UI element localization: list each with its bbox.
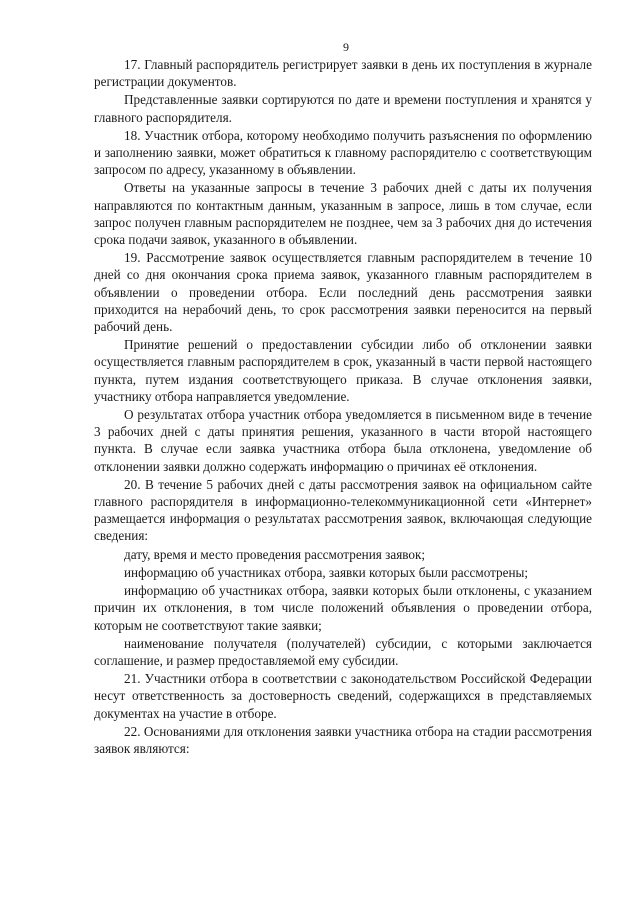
paragraph-19: 19. Рассмотрение заявок осуществляется главным распорядителем в течение 10 дней со дня окончания срока приема заявок, указанного главным распорядителем в объявлении о проведении отбора. Если последний день рассмотрения заявки приходится на нерабочий день, то срок рассмотрения заявки переносится на первый рабочий день. bbox=[94, 250, 592, 335]
paragraph-21: 21. Участники отбора в соответствии с законодательством Российской Федерации несут ответственность за достоверность сведений, содержащихся в представляемых документах на участие в отборе. bbox=[94, 671, 592, 721]
page-number: 9 bbox=[343, 40, 349, 54]
paragraph-17-sorting: Представленные заявки сортируются по дате и времени поступления и хранятся у главного распорядителя. bbox=[94, 92, 592, 125]
paragraph-20-item-reviewed: информацию об участниках отбора, заявки которых были рассмотрены; bbox=[124, 564, 529, 580]
paragraph-19-notification: О результатах отбора участник отбора уведомляется в письменном виде в течение 3 рабочих дней с даты принятия решения, указанного в части второй настоящего пункта. В случае если заявка участника отбора была отклонена, уведомление об отклонении заявки должно содержать информацию о причинах её отклонения. bbox=[94, 407, 592, 474]
paragraph-18-answers: Ответы на указанные запросы в течение 3 рабочих дней с даты их получения направляются по контактным данным, указанным в запросе, лишь в том случае, если запрос получен главным распорядителем не позднее, чем за 3 рабочих дня до истечения срока подачи заявок, указанного в объявлении. bbox=[94, 180, 592, 248]
paragraph-20-item-rejected: информацию об участниках отбора, заявки которых были отклонены, с указанием причин их отклонения, в том числе положений объявления о проведении отбора, которым не соответствуют такие заявки; bbox=[94, 583, 592, 633]
paragraph-20-item-date: дату, время и место проведения рассмотрения заявок; bbox=[124, 546, 426, 562]
paragraph-20-item-recipient: наименование получателя (получателей) субсидии, с которыми заключается соглашение, и размер предоставляемой ему субсидии. bbox=[94, 635, 592, 668]
paragraph-22: 22. Основаниями для отклонения заявки участника отбора на стадии рассмотрения заявок являются: bbox=[94, 723, 592, 756]
document-page bbox=[94, 40, 592, 758]
paragraph-17: 17. Главный распорядитель регистрирует заявки в день их поступления в журнале регистрации документов. bbox=[94, 57, 592, 90]
paragraph-19-decisions: Принятие решений о предоставлении субсидии либо об отклонении заявки осуществляется главным распорядителем в срок, указанный в части первой настоящего пункта, путем издания соответствующего приказа. В случае отклонения заявки, участнику отбора направляется уведомление. bbox=[94, 337, 592, 404]
paragraph-18: 18. Участник отбора, которому необходимо получить разъяснения по оформлению и заполнению заявки, может обратиться к главному распорядителю с соответствующим запросом по адресу, указанному в объявлении. bbox=[94, 127, 592, 178]
paragraph-20: 20. В течение 5 рабочих дней с даты рассмотрения заявок на официальном сайте главного распорядителя в информационно-телекоммуникационной сети «Интернет» размещается информация о результатах рассмотрения заявок, включающая следующие сведения: bbox=[94, 476, 592, 544]
